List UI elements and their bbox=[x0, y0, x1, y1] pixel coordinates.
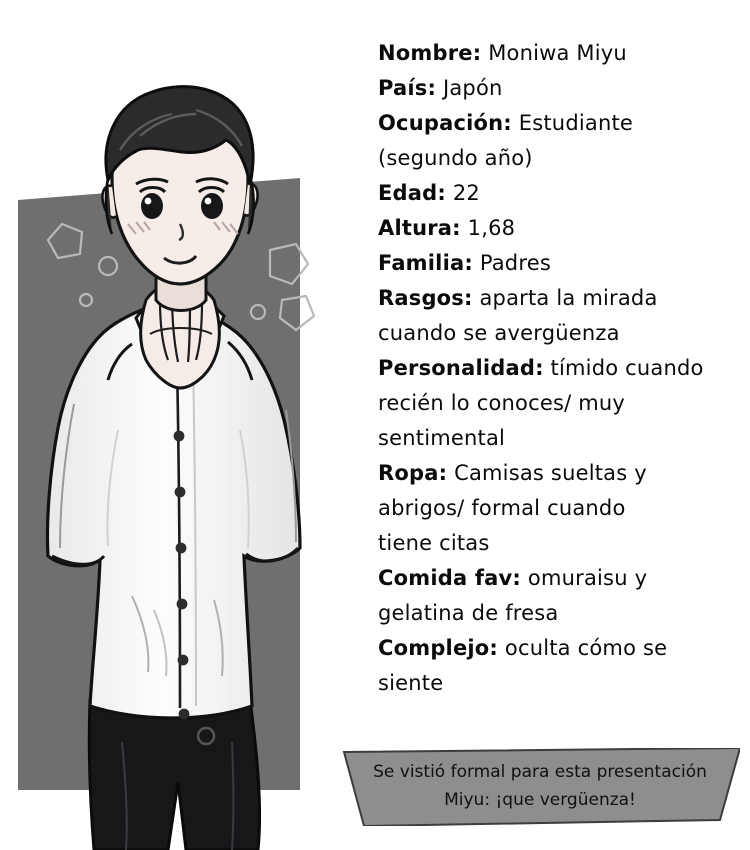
character-pants bbox=[89, 700, 259, 850]
info-label: Altura: bbox=[378, 216, 461, 240]
info-value: 1,68 bbox=[460, 216, 516, 240]
info-line bbox=[378, 421, 736, 456]
info-label: Personalidad: bbox=[378, 356, 544, 380]
info-line bbox=[378, 106, 736, 141]
info-value: (segundo año) bbox=[378, 146, 533, 170]
info-line bbox=[378, 36, 736, 71]
info-value: cuando se avergüenza bbox=[378, 321, 620, 345]
info-value: Japón bbox=[436, 76, 503, 100]
caption-text bbox=[340, 758, 740, 814]
info-line bbox=[378, 141, 736, 176]
caption-line-1: Se vistió formal para esta presentación bbox=[373, 762, 707, 782]
info-line bbox=[378, 211, 736, 246]
info-line bbox=[378, 561, 736, 596]
info-label: País: bbox=[378, 76, 437, 100]
info-line bbox=[378, 666, 736, 701]
character-illustration bbox=[0, 0, 360, 850]
info-value: abrigos/ formal cuando bbox=[378, 496, 626, 520]
info-value: aparta la mirada bbox=[472, 286, 658, 310]
caption-line-2: Miyu: ¡que vergüenza! bbox=[444, 790, 636, 810]
info-line bbox=[378, 596, 736, 631]
info-line bbox=[378, 456, 736, 491]
info-value: Moniwa Miyu bbox=[481, 41, 627, 65]
info-value: omuraisu y bbox=[521, 566, 648, 590]
character-artwork bbox=[0, 0, 360, 850]
info-line bbox=[378, 351, 736, 386]
info-value: recién lo conoces/ muy bbox=[378, 391, 626, 415]
info-line bbox=[378, 386, 736, 421]
info-label: Ropa: bbox=[378, 461, 448, 485]
info-value: siente bbox=[378, 671, 444, 695]
info-label: Familia: bbox=[378, 251, 473, 275]
info-value: Estudiante bbox=[511, 111, 634, 135]
info-value: tiene citas bbox=[378, 531, 490, 555]
info-label: Complejo: bbox=[378, 636, 499, 660]
info-line bbox=[378, 491, 736, 526]
info-line bbox=[378, 281, 736, 316]
info-label: Edad: bbox=[378, 181, 446, 205]
character-info-list bbox=[378, 36, 736, 701]
info-value: 22 bbox=[445, 181, 480, 205]
caption-banner bbox=[340, 748, 740, 826]
info-line bbox=[378, 631, 736, 666]
info-line bbox=[378, 71, 736, 106]
info-line bbox=[378, 526, 736, 561]
info-value: gelatina de fresa bbox=[378, 601, 559, 625]
info-line bbox=[378, 176, 736, 211]
info-value: Padres bbox=[472, 251, 551, 275]
info-value: Camisas sueltas y bbox=[447, 461, 647, 485]
info-label: Comida fav: bbox=[378, 566, 522, 590]
info-line bbox=[378, 316, 736, 351]
info-value: sentimental bbox=[378, 426, 506, 450]
info-label: Nombre: bbox=[378, 41, 482, 65]
info-value: oculta cómo se bbox=[498, 636, 668, 660]
info-line bbox=[378, 246, 736, 281]
info-label: Ocupación: bbox=[378, 111, 512, 135]
info-value: tímido cuando bbox=[543, 356, 704, 380]
info-label: Rasgos: bbox=[378, 286, 473, 310]
